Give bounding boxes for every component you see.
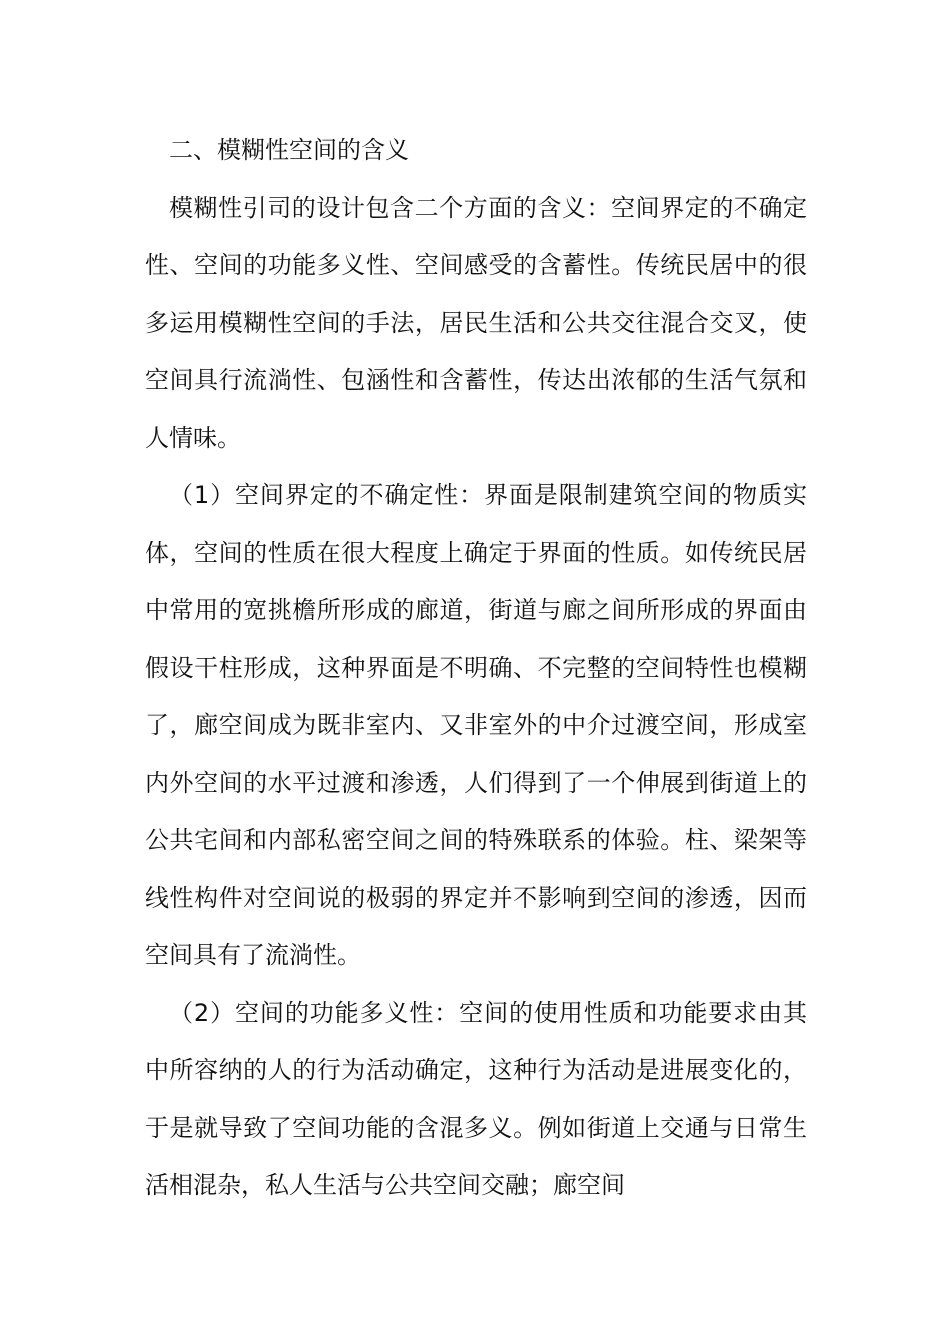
paragraph-point-1: （1）空间界定的不确定性：界面是限制建筑空间的物质实体，空间的性质在很大程度上确定于界面的性质。如传统民居中常用的宽挑檐所形成的廊道，街道与廊之间所形成的界面由假设干柱形成，这种界面是不明确、不完整的空间特性也模糊了，廊空间成为既非室内、又非室外的中介过渡空间，形成室内外空间的水平过渡和渗透，人们得到了一个伸展到街道上的公共宅间和内部私密空间之间的特殊联系的体验。柱、梁架等线性构件对空间说的极弱的界定并不影响到空间的渗透，因而空间具有了流淌性。 bbox=[145, 481, 807, 969]
document-body bbox=[145, 122, 807, 1215]
section-heading: 二、模糊性空间的含义 bbox=[169, 136, 409, 164]
paragraph-point-2: （2）空间的功能多义性：空间的使用性质和功能要求由其中所容纳的人的行为活动确定，这种行为活动是进展变化的，于是就导致了空间功能的含混多义。例如街道上交通与日常生活相混杂，私人生活与公共空间交融；廊空间 bbox=[145, 998, 807, 1199]
paragraph-intro: 模糊性引司的设计包含二个方面的含义：空间界定的不确定性、空间的功能多义性、空间感受的含蓄性。传统民居中的很多运用模糊性空间的手法，居民生活和公共交往混合交叉，使空间具行流淌性、包涵性和含蓄性，传达出浓郁的生活气氛和人情味。 bbox=[145, 193, 807, 452]
